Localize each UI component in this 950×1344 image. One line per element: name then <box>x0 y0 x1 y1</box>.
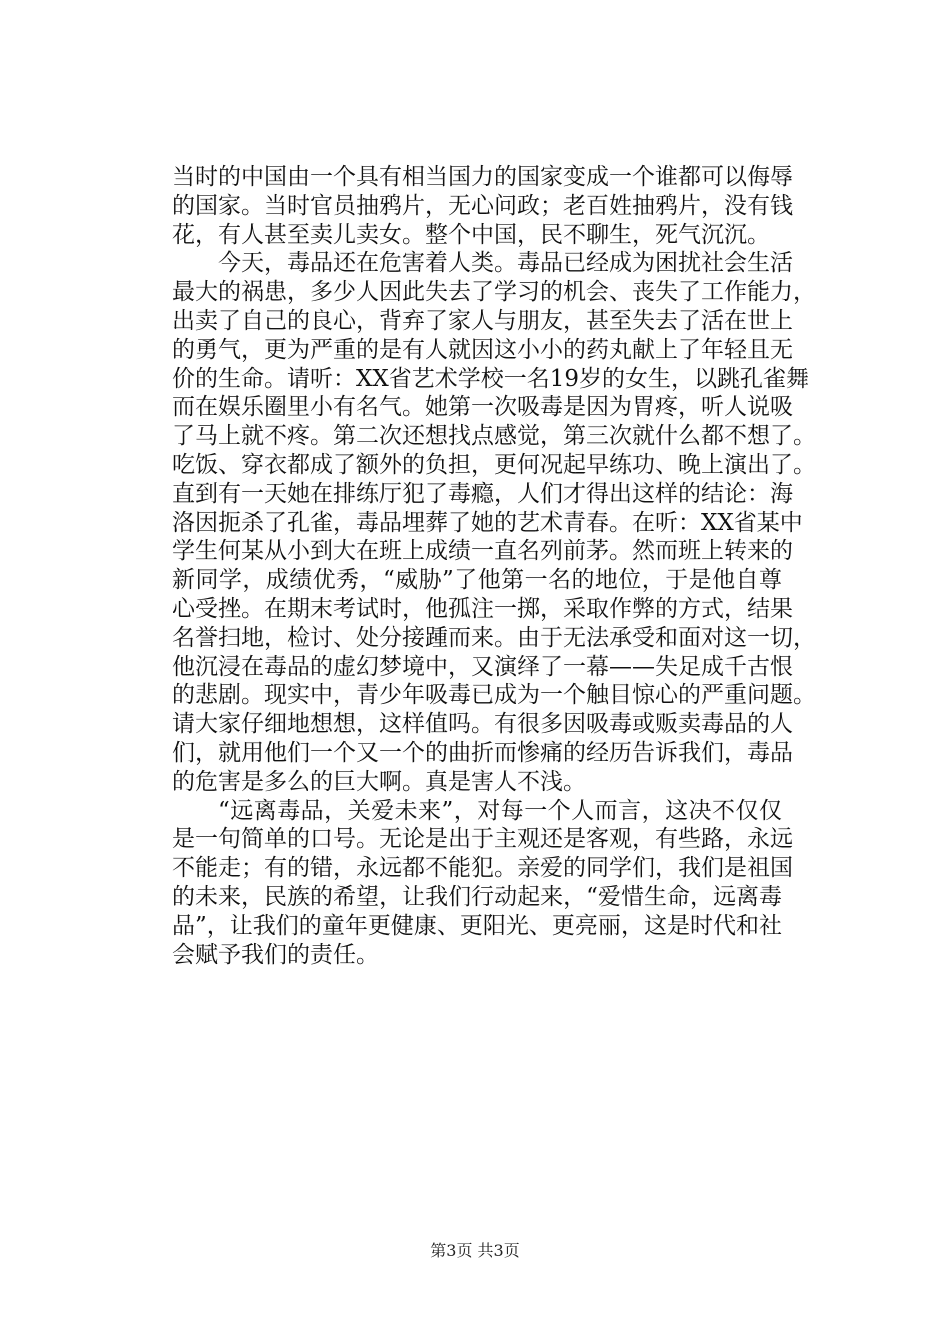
text-line: 会赋予我们的责任。 <box>172 941 379 968</box>
text-line: 价的生命。请听：XX省艺术学校一名19岁的女生，以跳孔雀舞 <box>172 365 810 392</box>
paragraph-3 <box>172 797 793 970</box>
text-line: 当时的中国由一个具有相当国力的国家变成一个谁都可以侮辱 <box>172 164 793 190</box>
text-line: 是一句简单的口号。无论是出于主观还是客观，有些路，永远 <box>172 826 793 853</box>
paragraph-2 <box>172 249 816 796</box>
text-line: 品”，让我们的童年更健康、更阳光、更亮丽，这是时代和社 <box>172 912 782 939</box>
text-line: 而在娱乐圈里小有名气。她第一次吸毒是因为胃疼，听人说吸 <box>172 394 793 421</box>
text-line: 的勇气，更为严重的是有人就因这小小的药丸献上了年轻且无 <box>172 336 793 363</box>
text-line: 今天，毒品还在危害着人类。毒品已经成为困扰社会生活 <box>218 250 793 277</box>
text-line: 的危害是多么的巨大啊。真是害人不浅。 <box>172 768 586 795</box>
text-line: 吃饭、穿衣都成了额外的负担，更何况起早练功、晚上演出了。 <box>172 451 816 478</box>
text-line: 出卖了自己的良心，背弃了家人与朋友，甚至失去了活在世上 <box>172 307 793 334</box>
text-line: 心受挫。在期末考试时，他孤注一掷，采取作弊的方式，结果 <box>172 595 793 622</box>
text-line: 的国家。当时官员抽鸦片，无心问政；老百姓抽鸦片，没有钱 <box>172 192 793 219</box>
text-line: 直到有一天她在排练厅犯了毒瘾，人们才得出这样的结论：海 <box>172 480 793 507</box>
text-line: 学生何某从小到大在班上成绩一直名列前茅。然而班上转来的 <box>172 538 793 565</box>
text-line: “远离毒品，关爱未来”，对每一个人而言，这决不仅仅 <box>218 797 782 824</box>
paragraph-1 <box>172 163 793 249</box>
document-body <box>172 163 816 969</box>
text-line: 的未来，民族的希望，让我们行动起来，“爱惜生命，远离毒 <box>172 883 782 910</box>
text-line: 们，就用他们一个又一个的曲折而惨痛的经历告诉我们，毒品 <box>172 739 793 766</box>
text-line: 请大家仔细地想想，这样值吗。有很多因吸毒或贩卖毒品的人 <box>172 711 793 738</box>
text-line: 新同学，成绩优秀，“威胁”了他第一名的地位，于是他自尊 <box>172 567 782 594</box>
text-line: 不能走；有的错，永远都不能犯。亲爱的同学们，我们是祖国 <box>172 855 793 882</box>
text-line: 花，有人甚至卖儿卖女。整个中国，民不聊生，死气沉沉。 <box>172 221 770 248</box>
text-line: 他沉浸在毒品的虚幻梦境中，又演绎了一幕——失足成千古恨 <box>172 653 793 680</box>
page-number-footer: 第3页 共3页 <box>430 1241 520 1260</box>
text-line: 洛因扼杀了孔雀，毒品埋葬了她的艺术青春。在听：XX省某中 <box>172 509 803 536</box>
text-line: 的悲剧。现实中，青少年吸毒已成为一个触目惊心的严重问题。 <box>172 682 816 709</box>
text-line: 了马上就不疼。第二次还想找点感觉，第三次就什么都不想了。 <box>172 423 816 450</box>
text-line: 最大的祸患，多少人因此失去了学习的机会、丧失了工作能力， <box>172 279 816 306</box>
text-line: 名誉扫地，检讨、处分接踵而来。由于无法承受和面对这一切， <box>172 624 816 651</box>
